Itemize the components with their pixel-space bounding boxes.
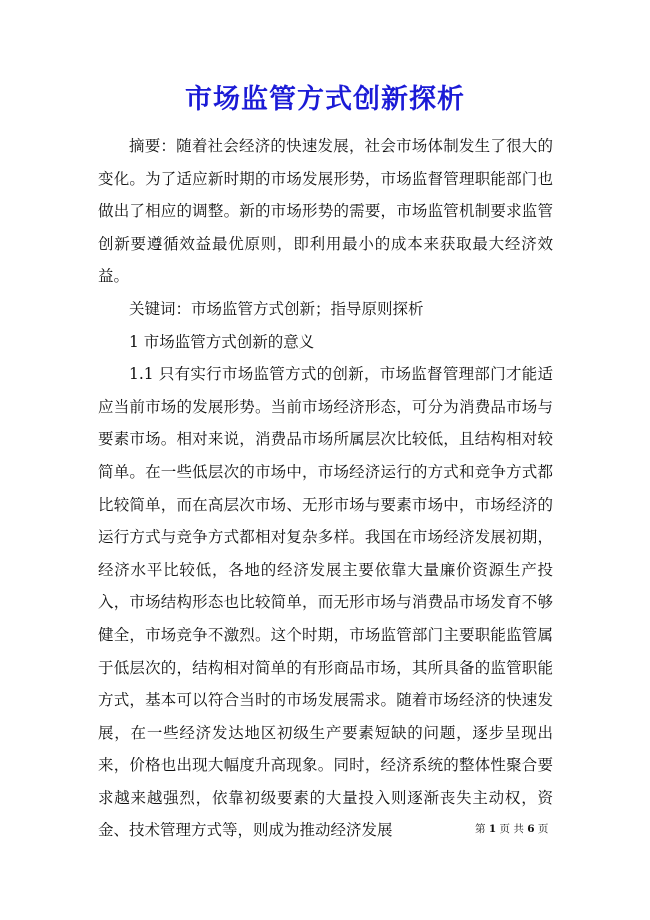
abstract-paragraph: 摘要：随着社会经济的快速发展，社会市场体制发生了很大的变化。为了适应新时期的市场发展形势，市场监督管理职能部门也做出了相应的调整。新的市场形势的需要，市场监管机制要求监管创新要遵循效益最优原则，即利用最小的成本来获取最大经济效益。	[98, 137, 553, 286]
footer-current-page: 1	[488, 823, 497, 835]
document-title: 市场监管方式创新探析	[185, 84, 465, 115]
footer-prefix: 第	[475, 823, 486, 835]
page-number-footer	[475, 821, 548, 836]
footer-middle: 页 共	[499, 823, 524, 835]
keywords-paragraph: 关键词：市场监管方式创新；指导原则探析	[129, 299, 424, 318]
body-paragraph: 1.1 只有实行市场监管方式的创新，市场监督管理部门才能适应当前市场的发展形势。当前市场经济形态，可分为消费品市场与要素市场。相对来说，消费品市场所属层次比较低，且结构相对较简单。在一些低层次的市场中，市场经济运行的方式和竞争方式都比较简单，而在高层次市场、无形市场与要素市场中，市场经济的运行方式与竞争方式都相对复杂多样。我国在市场经济发展初期，经济水平比较低，各地的经济发展主要依靠大量廉价资源生产投入，市场结构形态也比较简单，而无形市场与消费品市场发育不够健全，市场竞争不激烈。这个时期，市场监管部门主要职能监管属于低层次的，结构相对简单的有形商品市场，其所具备的监管职能方式，基本可以符合当时的市场发展需求。随着市场经济的快速发展，在一些经济发达地区初级生产要素短缺的问题，逐步呈现出来，价格也出现大幅度升高现象。同时，经济系统的整体性聚合要求越来越强烈，依靠初级要素的大量投入则逐渐丧失主动权，资金、技术管理方式等，则成为推动经济发展	[98, 365, 553, 840]
footer-suffix: 页	[537, 823, 549, 835]
footer-total-pages: 6	[527, 823, 535, 835]
document-body	[98, 130, 553, 847]
section-heading: 1 市场监管方式创新的意义	[129, 332, 315, 351]
